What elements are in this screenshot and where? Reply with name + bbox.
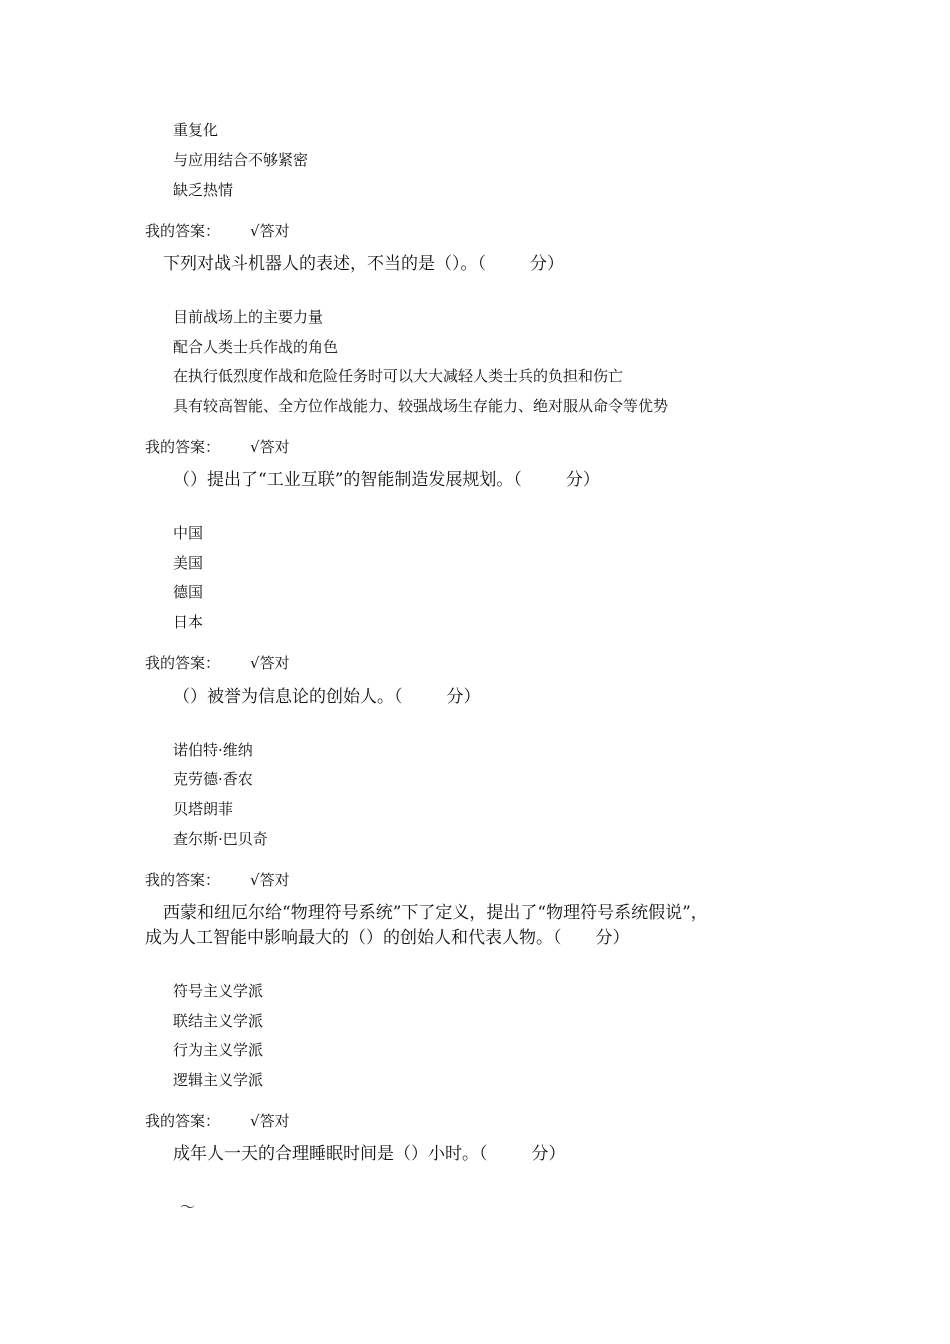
question-stem: 成为人工智能中影响最大的（）的创始人和代表人物。（ bbox=[145, 928, 562, 948]
question-text bbox=[173, 468, 600, 492]
option-item: 符号主义学派 bbox=[173, 982, 264, 1000]
answer-mark: √答对 bbox=[250, 654, 290, 672]
option-item: 重复化 bbox=[173, 121, 219, 139]
question-score: 分） bbox=[531, 1144, 566, 1164]
my-answer bbox=[145, 221, 290, 241]
option-item: 日本 bbox=[173, 613, 204, 631]
my-answer bbox=[145, 437, 290, 457]
answer-label: 我的答案： bbox=[145, 871, 221, 889]
answer-mark: √答对 bbox=[250, 1112, 290, 1130]
answer-label: 我的答案： bbox=[145, 654, 221, 672]
question-text bbox=[173, 1142, 566, 1166]
option-item: 逻辑主义学派 bbox=[173, 1071, 264, 1089]
option-item: 贝塔朗菲 bbox=[173, 800, 234, 818]
answer-mark: √答对 bbox=[250, 438, 290, 456]
answer-mark: √答对 bbox=[250, 871, 290, 889]
option-item: 配合人类士兵作战的角色 bbox=[173, 338, 339, 356]
answer-mark: √答对 bbox=[250, 222, 290, 240]
question-stem: 下列对战斗机器人的表述，不当的是（）。（ bbox=[163, 254, 486, 274]
question-stem: 成年人一天的合理睡眠时间是（）小时。（ bbox=[173, 1144, 488, 1164]
question-text bbox=[173, 685, 481, 709]
option-item: 诺伯特·维纳 bbox=[173, 741, 253, 759]
question-score: 分） bbox=[446, 687, 481, 707]
answer-label: 我的答案： bbox=[145, 222, 221, 240]
question-score: 分） bbox=[565, 470, 600, 490]
question-text-line1: 西蒙和纽厄尔给“物理符号系统”下了定义，提出了“物理符号系统假说”， bbox=[163, 903, 708, 923]
option-item: 具有较高智能、全方位作战能力、较强战场生存能力、绝对服从命令等优势 bbox=[173, 397, 669, 415]
option-item: 与应用结合不够紧密 bbox=[173, 151, 309, 169]
option-item: 美国 bbox=[173, 554, 204, 572]
question-score: 分） bbox=[595, 928, 630, 948]
option-item: 查尔斯·巴贝奇 bbox=[173, 830, 268, 848]
option-item: 在执行低烈度作战和危险任务时可以大大减轻人类士兵的负担和伤亡 bbox=[173, 367, 624, 385]
question-score: 分） bbox=[530, 254, 564, 274]
question-stem: （）提出了“工业互联”的智能制造发展规划。（ bbox=[173, 470, 522, 490]
option-item: 行为主义学派 bbox=[173, 1041, 264, 1059]
my-answer bbox=[145, 1111, 290, 1131]
question-text-line2 bbox=[145, 926, 630, 950]
option-item: 联结主义学派 bbox=[173, 1012, 264, 1030]
my-answer bbox=[145, 653, 290, 673]
option-item: ～ bbox=[180, 1198, 196, 1216]
option-item: 德国 bbox=[173, 583, 204, 601]
option-item: 目前战场上的主要力量 bbox=[173, 308, 324, 326]
option-item: 克劳德·香农 bbox=[173, 770, 253, 788]
answer-label: 我的答案： bbox=[145, 438, 221, 456]
option-item: 缺乏热情 bbox=[173, 181, 234, 199]
my-answer bbox=[145, 870, 290, 890]
answer-label: 我的答案： bbox=[145, 1112, 221, 1130]
option-item: 中国 bbox=[173, 524, 204, 542]
question-text bbox=[163, 252, 564, 276]
question-stem: （）被誉为信息论的创始人。（ bbox=[173, 687, 403, 707]
